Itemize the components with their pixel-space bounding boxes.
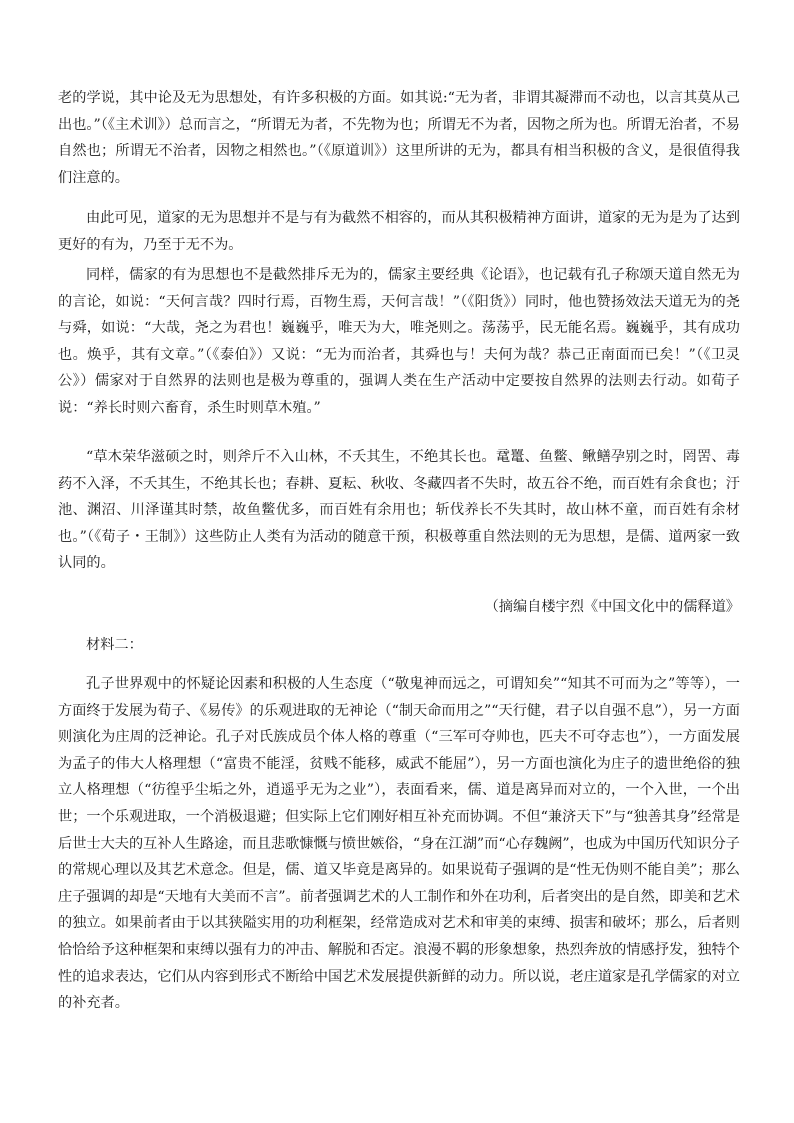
material-two-heading: 材料二：	[86, 637, 143, 653]
paragraph-daoist-conclusion: 由此可见，道家的无为思想并不是与有为截然不相容的，而从其积极精神方面讲，道家的无为是为了达到更好的有为，乃至于无不为。	[58, 210, 740, 253]
source-citation: （摘编自楼宇烈《中国文化中的儒释道》	[484, 599, 740, 615]
paragraph-material-two: 孔子世界观中的怀疑论因素和积极的人生态度（“敬鬼神而远之，可谓知矣”“知其不可而为之”等等），一方面终于发展为荀子、《易传》的乐观进取的无神论（“制天命而用之”“天行健，君子以自强不息”），另一方面则演化为庄周的泛神论。孔子对氏族成员个体人格的尊重（“三军可夺帅也，匹夫不可夺志也”），一方面发展为孟子的伟大人格理想（“富贵不能淫，贫贱不能移，威武不能屈”），另一方面也演化为庄子的遗世绝俗的独立人格理想（“彷徨乎尘垢之外，逍遥乎无为之业”），表面看来，儒、道是离异而对立的，一个入世，一个出世；一个乐观进取，一个消极退避；但实际上它们刚好相互补充而协调。不但“兼济天下”与“独善其身”经常是后世士大夫的互补人生路途，而且悲歌慷慨与愤世嫉俗，“身在江湖”而“心存魏阙”，也成为中国历代知识分子的常规心理以及其艺术意念。但是，儒、道又毕竟是离异的。如果说荀子强调的是“性无伪则不能自美”；那么庄子强调的却是“天地有大美而不言”。前者强调艺术的人工制作和外在功利，后者突出的是自然，即美和艺术的独立。如果前者由于以其狭隘实用的功利框架，经常造成对艺术和审美的束缚、损害和破坏；那么，后者则恰恰给予这种框架和束缚以强有力的冲击、解脱和否定。浪漫不羁的形象想象，热烈奔放的情感抒发，独特个性的追求表达，它们从内容到形式不断给中国艺术发展提供新鲜的动力。所以说，老庄道家是孔学儒家的对立的补充者。	[58, 676, 740, 1012]
paragraph-laozi-wuwei: 老的学说，其中论及无为思想处，有许多积极的方面。如其说:“无为者，非谓其凝滞而不动也，以言其莫从己出也。”（《主术训》）总而言之，“所谓无为者，不先物为也；所谓无不为者，因物之所为也。所谓无治者，不易自然也；所谓无不治者，因物之相然也。”（《原道训》）这里所讲的无为，都具有相当积极的含义，是很值得我们注意的。	[58, 90, 740, 186]
paragraph-xunzi-quote: “草木荣华滋硕之时，则斧斤不入山林，不夭其生，不绝其长也。鼋鼍、鱼鳖、鳅鳝孕别之时，罔罟、毒药不入泽，不夭其生，不绝其长也；春耕、夏耘、秋收、冬藏四者不失时，故五谷不绝，而百姓有余食也；汙池、渊沼、川泽谨其时禁，故鱼鳖优多，而百姓有余用也；斩伐养长不失其时，故山林不童，而百姓有余材也。”（《荀子・王制》）这些防止人类有为活动的随意干预，积极尊重自然法则的无为思想，是儒、道两家一致认同的。	[58, 449, 740, 571]
paragraph-confucian-wuwei: 同样，儒家的有为思想也不是截然排斥无为的，儒家主要经典《论语》，也记载有孔子称颂天道自然无为的言论，如说：“天何言哉？四时行焉，百物生焉，天何言哉！”（《阳货》）同时，他也赞扬效法天道无为的尧与舜，如说：“大哉，尧之为君也！巍巍乎，唯天为大，唯尧则之。荡荡乎，民无能名焉。巍巍乎，其有成功也。焕乎，其有文章。”（《泰伯》）又说：“无为而治者，其舜也与！夫何为哉？恭己正南面而已矣！”（《卫灵公》）儒家对于自然界的法则也是极为尊重的，强调人类在生产活动中定要按自然界的法则去行动。如荀子说：“养长时则六畜育，杀生时则草木殖。”	[58, 267, 740, 416]
